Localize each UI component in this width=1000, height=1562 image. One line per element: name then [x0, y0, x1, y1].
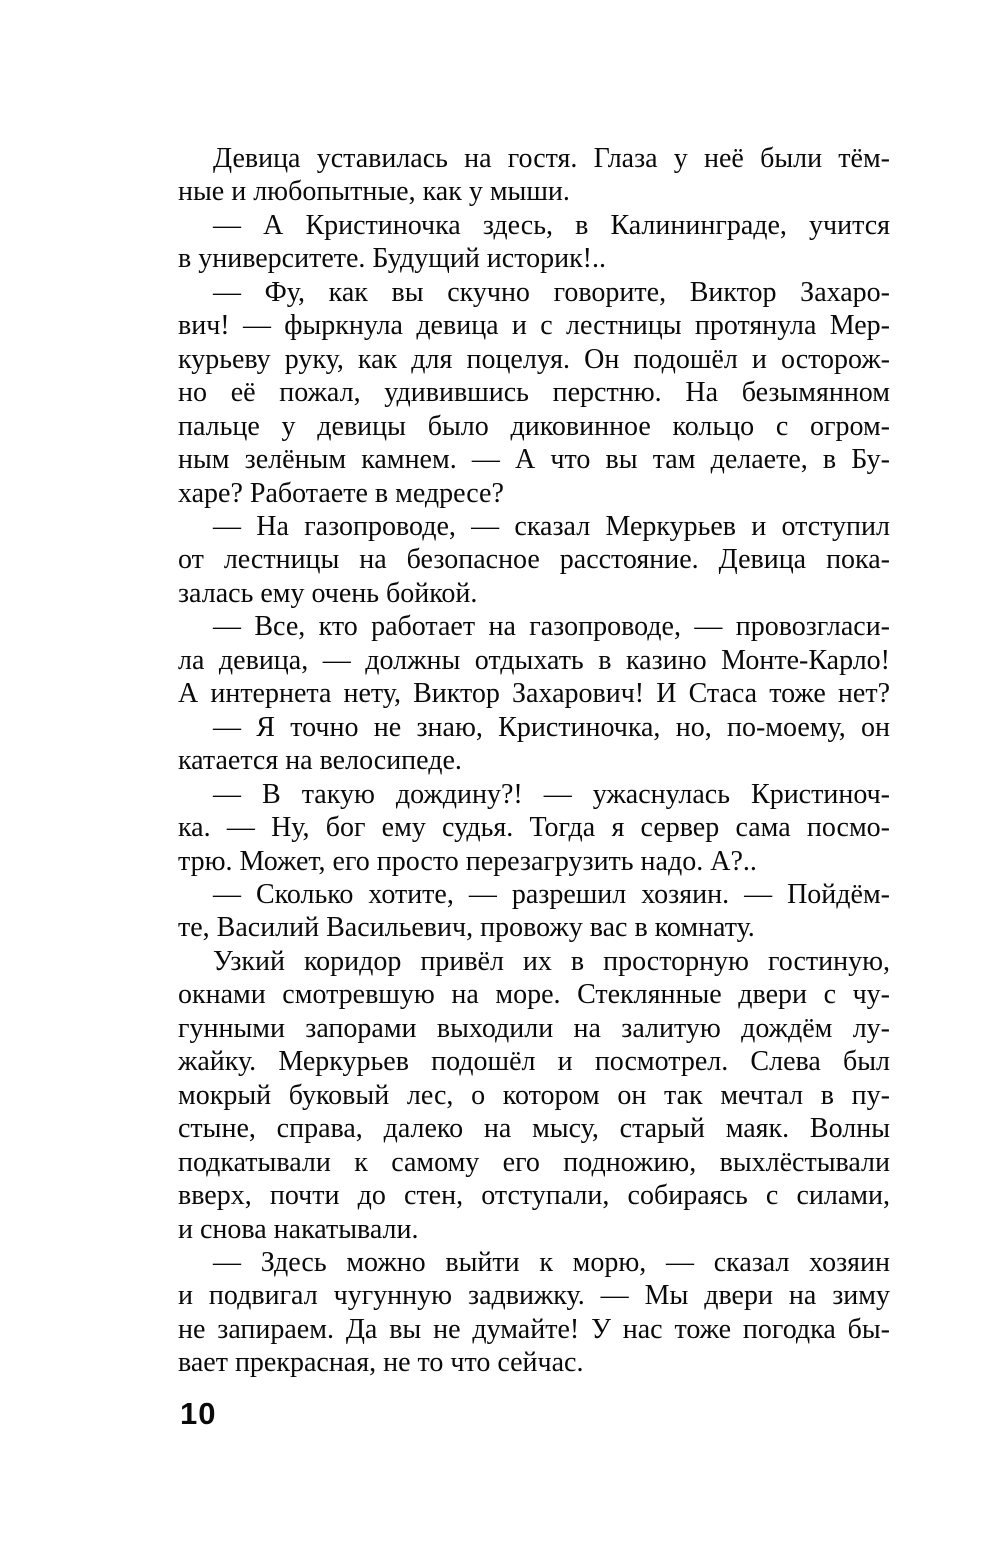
text-line: жайку. Меркурьев подошёл и посмотрел. Слева был	[178, 1046, 890, 1078]
text-line: но её пожал, удивившись перстню. На безымянном	[178, 377, 890, 409]
text-line: от лестницы на безопасное расстояние. Девица пока-	[178, 544, 890, 576]
text-line: и снова накатывали.	[178, 1213, 419, 1245]
text-line: — Фу, как вы скучно говорите, Виктор Захаро-	[213, 276, 890, 308]
text-block	[178, 142, 890, 1380]
text-line: — Все, кто работает на газопроводе, — провозгласи-	[213, 611, 890, 643]
text-line: — А Кристиночка здесь, в Калининграде, учится	[213, 209, 890, 241]
text-line: вич! — фыркнула девица и с лестницы протянула Мер-	[178, 310, 890, 342]
page-number: 10	[180, 1396, 217, 1431]
text-line: ные и любопытные, как у мыши.	[178, 176, 570, 208]
text-line: курьеву руку, как для поцелуя. Он подошёл и осторож-	[178, 343, 890, 375]
text-line: залась ему очень бойкой.	[178, 577, 478, 609]
text-line: те, Василий Васильевич, провожу вас в комнату.	[178, 912, 755, 944]
text-line: вверх, почти до стен, отступали, собираясь с силами,	[178, 1180, 890, 1212]
text-line: ным зелёным камнем. — А что вы там делаете, в Бу-	[178, 444, 890, 476]
text-line: — В такую дождину?! — ужаснулась Кристиноч-	[213, 778, 890, 810]
text-line: гунными запорами выходили на залитую дождём лу-	[178, 1012, 890, 1044]
text-line: ла девица, — должны отдыхать в казино Монте-Карло!	[178, 644, 890, 676]
text-line: вает прекрасная, не то что сейчас.	[178, 1347, 584, 1379]
text-line: Девица уставилась на гостя. Глаза у неё были тём-	[213, 143, 890, 174]
text-line: и подвигал чугунную задвижку. — Мы двери на зиму	[178, 1280, 890, 1312]
text-line: подкатывали к самому его подножию, выхлёстывали	[178, 1146, 890, 1178]
text-line: Узкий коридор привёл их в просторную гостиную,	[213, 945, 890, 977]
text-line: ка. — Ну, бог ему судья. Тогда я сервер сама посмо-	[178, 812, 890, 844]
text-line: — Сколько хотите, — разрешил хозяин. — Пойдём-	[213, 878, 890, 910]
text-line: А интернета нету, Виктор Захарович! И Стаса тоже нет?	[178, 678, 890, 710]
text-line: не запираем. Да вы не думайте! У нас тоже погодка бы-	[178, 1313, 890, 1345]
text-line: стыне, справа, далеко на мысу, старый маяк. Волны	[178, 1113, 890, 1145]
text-line: харе? Работаете в медресе?	[178, 477, 504, 509]
text-line: — Я точно не знаю, Кристиночка, но, по-моему, он	[213, 711, 890, 743]
text-line: — Здесь можно выйти к морю, — сказал хозяин	[213, 1246, 890, 1278]
text-line: мокрый буковый лес, о котором он так мечтал в пу-	[178, 1079, 890, 1111]
text-line: окнами смотревшую на море. Стеклянные двери с чу-	[178, 979, 890, 1011]
text-line: в университете. Будущий историк!..	[178, 243, 606, 275]
text-line: пальце у девицы было диковинное кольцо с огром-	[178, 410, 890, 442]
text-line: — На газопроводе, — сказал Меркурьев и отступил	[213, 510, 890, 542]
text-line: катается на велосипеде.	[178, 745, 462, 777]
text-line: трю. Может, его просто перезагрузить надо. А?..	[178, 845, 757, 877]
